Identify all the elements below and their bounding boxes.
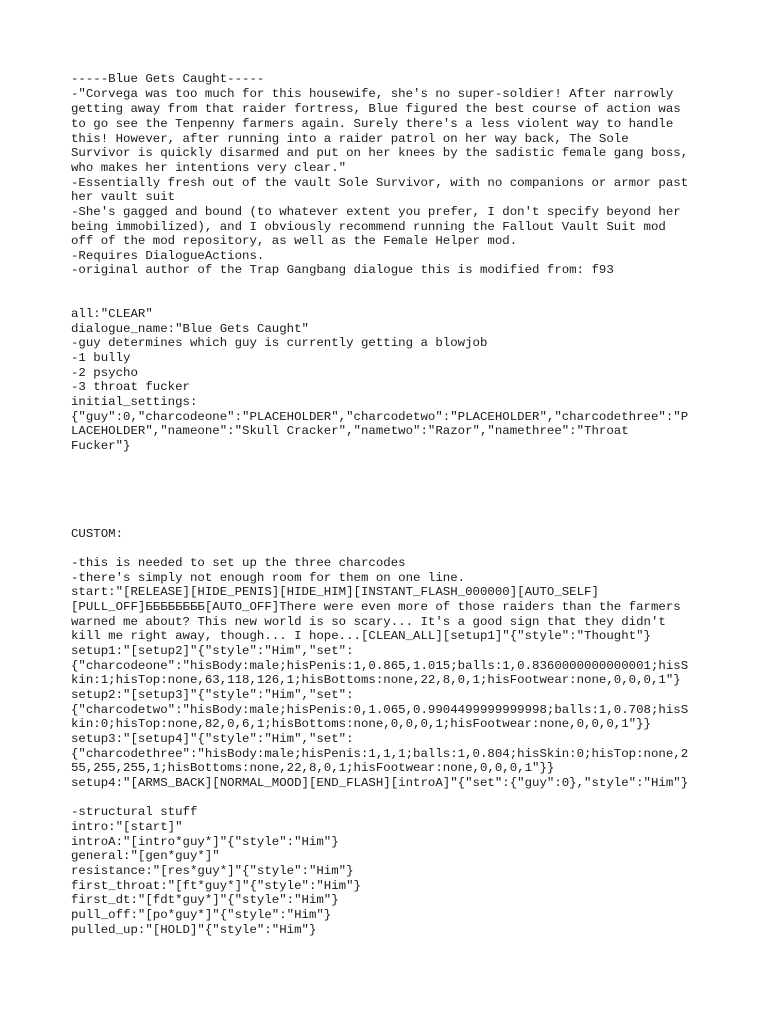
doc-heading: -----Blue Gets Caught----- [71,72,265,86]
doc-line: resistance:"[res*guy*]"{"style":"Him"} [71,864,354,878]
doc-line: LACEHOLDER","nameone":"Skull Cracker","nametwo":"Razor","namethree":"Throat [71,424,629,438]
doc-line: pull_off:"[po*guy*]"{"style":"Him"} [71,908,332,922]
doc-line: {"guy":0,"charcodeone":"PLACEHOLDER","charcodetwo":"PLACEHOLDER","charcodethree":"P [71,410,689,424]
doc-line: general:"[gen*guy*]" [71,849,220,863]
doc-line: -original author of the Trap Gangbang dialogue this is modified from: f93 [71,263,614,277]
doc-line: all:"CLEAR" [71,307,153,321]
doc-line: her vault suit [71,190,176,204]
doc-line: -She's gagged and bound (to whatever extent you prefer, I don't specify beyond her [71,205,681,219]
doc-line: first_throat:"[ft*guy*]"{"style":"Him"} [71,879,361,893]
doc-line: to go see the Tenpenny farmers again. Surely there's a less violent way to handle [71,117,674,131]
doc-line: kin:1;hisTop:none,63,118,126,1;hisBottoms:none,22,8,0,1;hisFootwear:none,0,0,0,1"} [71,673,681,687]
doc-line: off of the mod repository, as well as the Female Helper mod. [71,234,518,248]
doc-line: this! However, after running into a raider patrol on her way back, The Sole [71,132,629,146]
doc-line: -there's simply not enough room for them on one line. [71,571,466,585]
doc-line: -3 throat fucker [71,380,190,394]
doc-line: first_dt:"[fdt*guy*]"{"style":"Him"} [71,893,339,907]
doc-line: {"charcodeone":"hisBody:male;hisPenis:1,0.865,1.015;balls:1,0.8360000000000001;hisS [71,659,689,673]
doc-line: -"Corvega was too much for this housewife, she's no super-soldier! After narrowly [71,87,674,101]
doc-line: warned me about? This new world is so scary... It's a good sign that they didn't [71,615,666,629]
doc-line: dialogue_name:"Blue Gets Caught" [71,322,309,336]
doc-line: introA:"[intro*guy*]"{"style":"Him"} [71,835,339,849]
doc-line: getting away from that raider fortress, Blue figured the best course of action was [71,102,681,116]
doc-line: -this is needed to set up the three charcodes [71,556,406,570]
doc-line: -structural stuff [71,805,198,819]
doc-line: who makes her intentions very clear." [71,161,347,175]
doc-line: kill me right away, though... I hope...[CLEAN_ALL][setup1]"{"style":"Thought"} [71,629,651,643]
doc-line: setup3:"[setup4]"{"style":"Him","set": [71,732,354,746]
doc-line: {"charcodethree":"hisBody:male;hisPenis:1,1,1;balls:1,0.804;hisSkin:0;hisTop:none,2 [71,747,689,761]
doc-line: setup2:"[setup3]"{"style":"Him","set": [71,688,354,702]
doc-line: Fucker"} [71,439,131,453]
doc-line: -2 psycho [71,366,138,380]
doc-line: being immobilized), and I obviously recommend running the Fallout Vault Suit mod [71,220,666,234]
doc-line: kin:0;hisTop:none,82,0,6,1;hisBottoms:none,0,0,0,1;hisFootwear:none,0,0,0,1"}} [71,717,651,731]
doc-line: setup1:"[setup2]"{"style":"Him","set": [71,644,354,658]
doc-line: -Essentially fresh out of the vault Sole Survivor, with no companions or armor past [71,176,689,190]
doc-line: start:"[RELEASE][HIDE_PENIS][HIDE_HIM][INSTANT_FLASH_000000][AUTO_SELF] [71,585,599,599]
doc-line: 55,255,255,1;hisBottoms:none,22,8,0,1;hisFootwear:none,0,0,0,1"}} [71,761,555,775]
doc-line: [PULL_OFF]ББББББББ[AUTO_OFF]There were even more of those raiders than the farmers [71,600,681,614]
doc-line: {"charcodetwo":"hisBody:male;hisPenis:0,1.065,0.9904499999999998;balls:1,0.708;hisS [71,703,689,717]
doc-line: initial_settings: [71,395,198,409]
doc-line: -guy determines which guy is currently getting a blowjob [71,336,488,350]
doc-line: Survivor is quickly disarmed and put on her knees by the sadistic female gang boss, [71,146,689,160]
doc-line: pulled_up:"[HOLD]"{"style":"Him"} [71,923,317,937]
doc-line: -1 bully [71,351,131,365]
doc-section-label: CUSTOM: [71,527,124,541]
doc-line: intro:"[start]" [71,820,183,834]
doc-line: -Requires DialogueActions. [71,249,265,263]
doc-line: setup4:"[ARMS_BACK][NORMAL_MOOD][END_FLASH][introA]"{"set":{"guy":0},"style":"Him"} [71,776,689,790]
